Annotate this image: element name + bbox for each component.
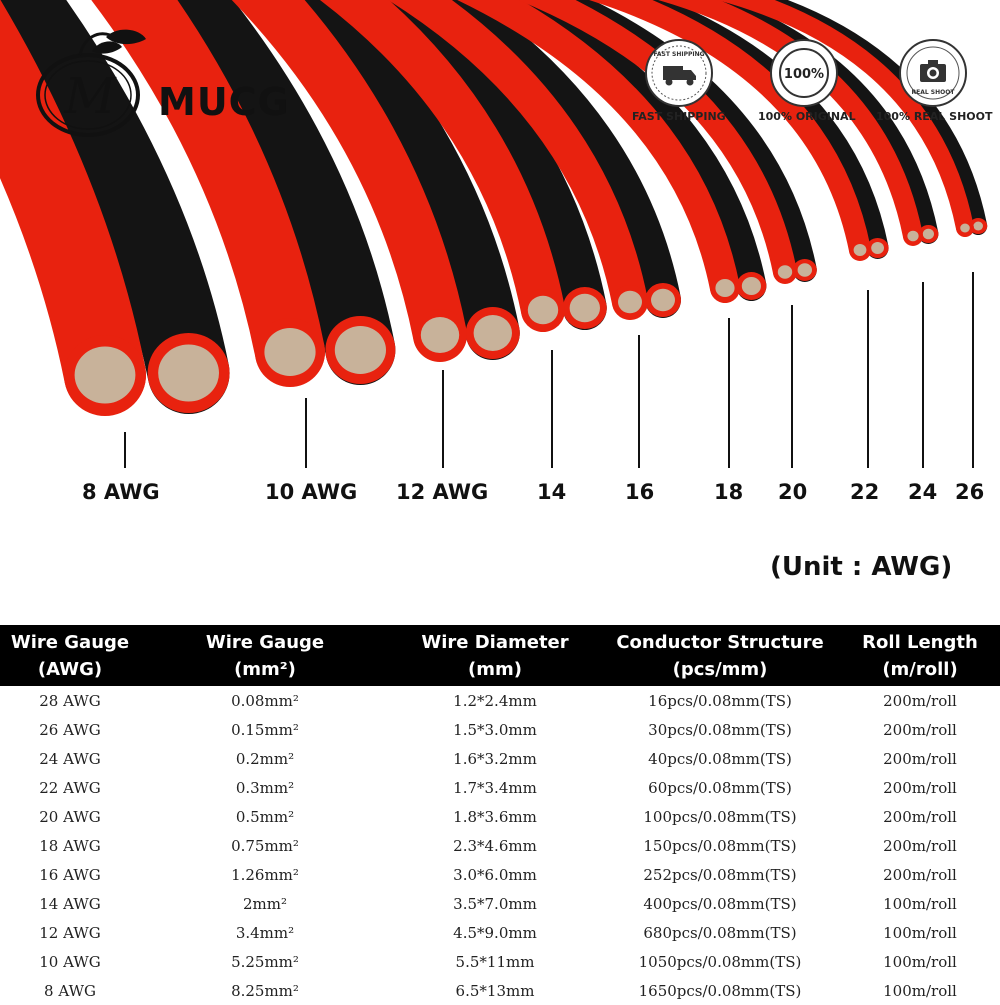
table-cell: 100pcs/0.08mm(TS) xyxy=(643,807,797,826)
table-cell: 2.3*4.6mm xyxy=(453,836,537,855)
seal-icon xyxy=(769,38,839,108)
pointer-line xyxy=(638,335,640,468)
pointer-line xyxy=(922,282,924,468)
table-cell: 1050pcs/0.08mm(TS) xyxy=(638,952,802,971)
pointer-line xyxy=(305,398,307,468)
table-cell: 3.4mm² xyxy=(235,923,295,942)
table-row xyxy=(0,802,1000,831)
table-cell: 150pcs/0.08mm(TS) xyxy=(643,836,797,855)
table-row xyxy=(0,686,1000,715)
table-cell: 22 AWG xyxy=(39,778,101,797)
gauge-label-26: 26 xyxy=(955,480,985,504)
badge-seal-text: REAL SHOOT xyxy=(911,89,955,96)
table-cell: 200m/roll xyxy=(883,778,957,797)
badge-fast-shipping: FAST SHIPPING xyxy=(632,110,726,123)
col-header-conductor: Conductor Structure (pcs/mm) xyxy=(600,625,840,686)
spec-table xyxy=(0,625,1000,1005)
pointer-line xyxy=(124,432,126,468)
table-cell: 200m/roll xyxy=(883,807,957,826)
unit-note: (Unit : AWG) xyxy=(770,552,953,582)
pointer-line xyxy=(791,305,793,468)
pointer-line xyxy=(551,350,553,468)
table-cell: 0.2mm² xyxy=(235,749,295,768)
table-row xyxy=(0,947,1000,976)
table-cell: 4.5*9.0mm xyxy=(453,923,537,942)
truck-icon xyxy=(644,38,714,108)
gauge-label-10: 10 AWG xyxy=(265,480,358,504)
table-cell: 0.08mm² xyxy=(231,691,299,710)
table-row xyxy=(0,889,1000,918)
table-cell: 100m/roll xyxy=(883,894,957,913)
table-cell: 5.5*11mm xyxy=(455,952,535,971)
table-cell: 680pcs/0.08mm(TS) xyxy=(643,923,797,942)
badge-original: 100% ORIGINAL xyxy=(758,110,856,123)
gauge-label-12: 12 AWG xyxy=(396,480,489,504)
badge-real-shoot: 100% REAL SHOOT xyxy=(876,110,993,123)
table-cell: 100m/roll xyxy=(883,923,957,942)
table-cell: 16pcs/0.08mm(TS) xyxy=(648,691,792,710)
brand-logo-icon xyxy=(18,25,158,140)
table-cell: 100m/roll xyxy=(883,952,957,971)
table-cell: 20 AWG xyxy=(39,807,101,826)
table-header-row xyxy=(0,625,1000,686)
badge-seal-text: FAST SHIPPING xyxy=(653,51,705,58)
gauge-label-22: 22 xyxy=(850,480,880,504)
pointer-line xyxy=(728,318,730,468)
table-cell: 1.26mm² xyxy=(231,865,299,884)
table-cell: 16 AWG xyxy=(39,865,101,884)
table-cell: 60pcs/0.08mm(TS) xyxy=(648,778,792,797)
pointer-line xyxy=(867,290,869,468)
table-cell: 8 AWG xyxy=(44,981,96,1000)
table-cell: 5.25mm² xyxy=(231,952,299,971)
gauge-label-24: 24 xyxy=(908,480,938,504)
col-header-roll-length: Roll Length (m/roll) xyxy=(840,625,1000,686)
table-row xyxy=(0,715,1000,744)
col-header-diameter: Wire Diameter (mm) xyxy=(390,625,600,686)
table-cell: 2mm² xyxy=(242,894,287,913)
badge-seal-text: 100% xyxy=(783,67,825,82)
table-cell: 200m/roll xyxy=(883,865,957,884)
table-cell: 12 AWG xyxy=(39,923,101,942)
table-cell: 18 AWG xyxy=(39,836,101,855)
camera-icon xyxy=(898,38,968,108)
table-cell: 0.3mm² xyxy=(235,778,295,797)
table-row xyxy=(0,773,1000,802)
table-cell: 200m/roll xyxy=(883,720,957,739)
table-cell: 3.5*7.0mm xyxy=(453,894,537,913)
gauge-label-16: 16 xyxy=(625,480,655,504)
table-row xyxy=(0,831,1000,860)
gauge-label-14: 14 xyxy=(537,480,567,504)
pointer-line xyxy=(442,370,444,468)
table-cell: 252pcs/0.08mm(TS) xyxy=(643,865,797,884)
table-cell: 1650pcs/0.08mm(TS) xyxy=(638,981,802,1000)
table-cell: 0.15mm² xyxy=(231,720,299,739)
table-cell: 100m/roll xyxy=(883,981,957,1000)
table-cell: 10 AWG xyxy=(39,952,101,971)
table-cell: 1.2*2.4mm xyxy=(453,691,537,710)
table-cell: 26 AWG xyxy=(39,720,101,739)
pointer-line xyxy=(972,272,974,468)
table-cell: 3.0*6.0mm xyxy=(453,865,537,884)
table-cell: 24 AWG xyxy=(39,749,101,768)
table-cell: 0.5mm² xyxy=(235,807,295,826)
col-header-awg: Wire Gauge (AWG) xyxy=(0,625,140,686)
table-cell: 14 AWG xyxy=(39,894,101,913)
gauge-label-20: 20 xyxy=(778,480,808,504)
table-cell: 0.75mm² xyxy=(231,836,299,855)
table-row xyxy=(0,860,1000,889)
table-cell: 200m/roll xyxy=(883,749,957,768)
brand-name: MUCG xyxy=(158,80,290,124)
table-cell: 6.5*13mm xyxy=(455,981,535,1000)
table-row xyxy=(0,976,1000,1005)
brand-logo-letter: M xyxy=(64,67,116,125)
table-cell: 1.7*3.4mm xyxy=(453,778,537,797)
table-cell: 1.5*3.0mm xyxy=(453,720,537,739)
table-cell: 8.25mm² xyxy=(231,981,299,1000)
gauge-label-18: 18 xyxy=(714,480,744,504)
table-cell: 1.8*3.6mm xyxy=(453,807,537,826)
gauge-label-8: 8 AWG xyxy=(82,480,160,504)
table-row xyxy=(0,744,1000,773)
table-cell: 1.6*3.2mm xyxy=(453,749,537,768)
table-cell: 400pcs/0.08mm(TS) xyxy=(643,894,797,913)
table-row xyxy=(0,918,1000,947)
table-cell: 200m/roll xyxy=(883,836,957,855)
table-cell: 40pcs/0.08mm(TS) xyxy=(648,749,792,768)
table-cell: 28 AWG xyxy=(39,691,101,710)
table-cell: 30pcs/0.08mm(TS) xyxy=(648,720,792,739)
table-cell: 200m/roll xyxy=(883,691,957,710)
col-header-mm2: Wire Gauge (mm²) xyxy=(140,625,390,686)
